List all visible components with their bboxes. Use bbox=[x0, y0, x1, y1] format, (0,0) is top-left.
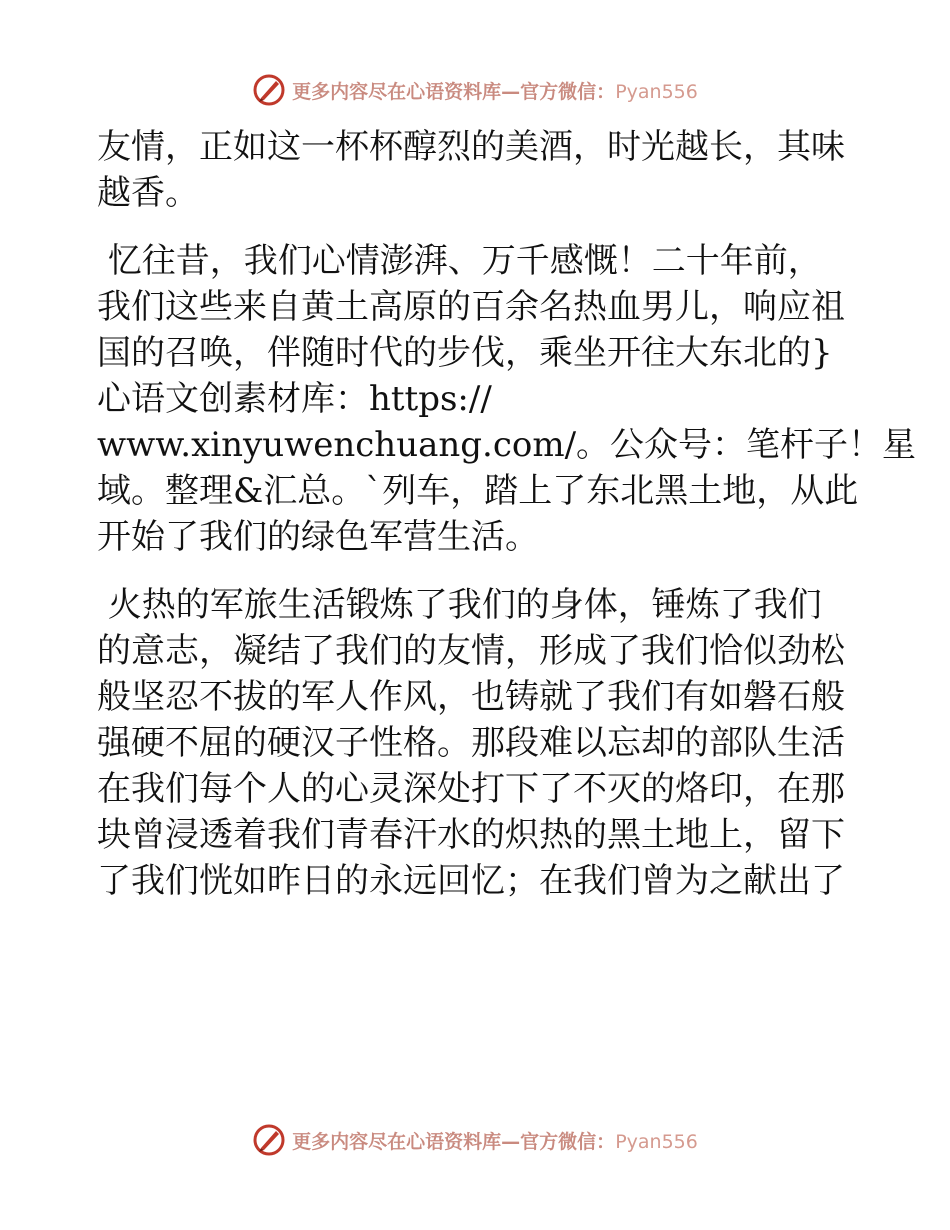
header-banner-text bbox=[292, 77, 698, 104]
paragraph bbox=[97, 582, 857, 904]
paragraph bbox=[97, 124, 857, 216]
promo-text: 更多内容尽在心语资料库 bbox=[292, 80, 502, 103]
text-line: 强硬不屈的硬汉子性格。那段难以忘却的部队生活 bbox=[97, 723, 845, 763]
text-line: 火热的军旅生活锻炼了我们的身体，锤炼了我们 bbox=[97, 585, 822, 625]
text-line: 忆往昔，我们心情澎湃、万千感慨！二十年前， bbox=[97, 241, 822, 281]
footer-banner-inner bbox=[252, 1123, 698, 1157]
text-line: 了我们恍如昨日的永远回忆；在我们曾为之献出了 bbox=[97, 861, 845, 901]
promo-text: 更多内容尽在心语资料库 bbox=[292, 1130, 502, 1153]
text-line: 越香。 bbox=[97, 173, 199, 213]
footer-banner bbox=[0, 1122, 950, 1158]
text-line: 块曾浸透着我们青春汗水的炽热的黑土地上，留下 bbox=[97, 815, 845, 855]
paragraph bbox=[97, 238, 917, 560]
text-line: 般坚忍不拔的军人作风，也铸就了我们有如磐石般 bbox=[97, 677, 845, 717]
text-line: 友情，正如这一杯杯醇烈的美酒，时光越长，其味 bbox=[97, 127, 845, 167]
wechat-id: Pyan556 bbox=[615, 1130, 698, 1153]
wechat-label: 官方微信： bbox=[520, 80, 616, 103]
text-line: 的意志，凝结了我们的友情，形成了我们恰似劲松 bbox=[97, 631, 845, 671]
header-banner-inner bbox=[252, 73, 698, 107]
text-line: 开始了我们的绿色军营生活。 bbox=[97, 517, 539, 557]
banner-separator: — bbox=[501, 80, 521, 103]
text-line: 域。整理&汇总。`列车，踏上了东北黑土地，从此 bbox=[97, 471, 859, 511]
banner-separator: — bbox=[501, 1130, 521, 1153]
wechat-id: Pyan556 bbox=[615, 80, 698, 103]
header-banner bbox=[0, 72, 950, 108]
wechat-label: 官方微信： bbox=[520, 1130, 616, 1153]
quill-pen-logo-icon bbox=[252, 1123, 286, 1157]
document-body bbox=[97, 124, 917, 904]
footer-banner-text bbox=[292, 1127, 698, 1154]
text-line: 我们这些来自黄土高原的百余名热血男儿，响应祖 bbox=[97, 287, 845, 327]
text-line: www.xinyuwenchuang.com/。公众号：笔杆子！星 bbox=[97, 425, 917, 465]
quill-pen-logo-icon bbox=[252, 73, 286, 107]
text-line: 国的召唤，伴随时代的步伐，乘坐开往大东北的} bbox=[97, 333, 833, 373]
text-line: 在我们每个人的心灵深处打下了不灭的烙印，在那 bbox=[97, 769, 845, 809]
text-line: 心语文创素材库：https:// bbox=[97, 379, 492, 419]
